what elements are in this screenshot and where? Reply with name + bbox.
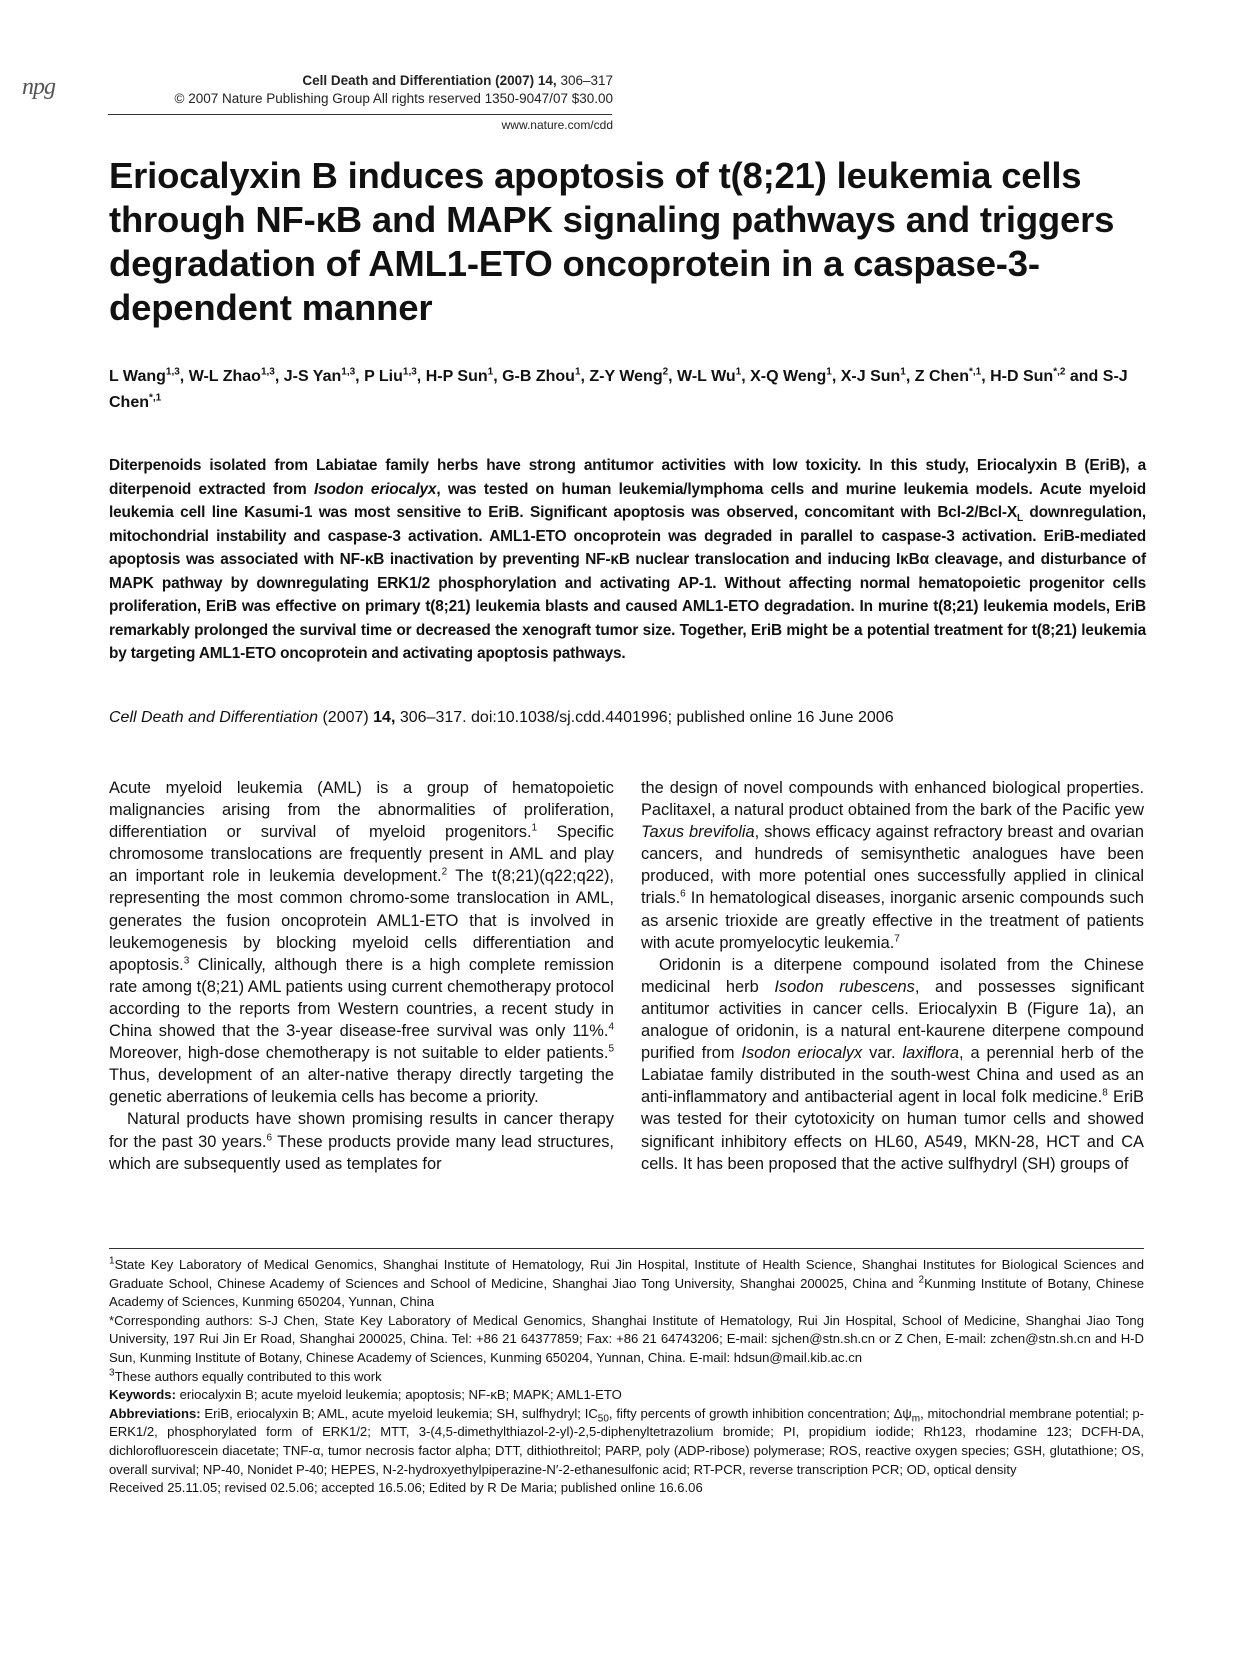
received-dates: Received 25.11.05; revised 02.5.06; accepted 16.5.06; Edited by R De Maria; published online 16.6.06 (109, 1480, 703, 1496)
author-name: X-J Sun (840, 368, 901, 385)
abstract (109, 454, 1146, 666)
reference-marker[interactable]: 3 (183, 955, 190, 967)
author-name: X-Q Weng (750, 368, 827, 385)
equal-contribution: $^3$These authors equally contributed to this work (109, 1367, 382, 1384)
abbreviations: Abbreviations: EriB, eriocalyxin B; AML, acute myeloid leukemia; SH, sulfhydryl; $IC_{50}$, fifty percents of growth inhibition concentration; $\Delta\psi_m$, mitochondrial membrane potential; p-ERK1/2, phosphorylated form of ERK1/2; MTT, 3-(4,5-dimethylthiazol-2-yl)-2,5-diphenyltetrazolium bromide; PI, propidium iodide; Rh123, rhodamine 123; DCFH-DA, dichlorofluorescein diacetate; TNF-α, tumor necrosis factor alpha; DTT, dithiothreitol; PARP, poly (ADP-ribose) polymerase; ROS, reactive oxygen species; GSH, glutathione; OS, overall survival; NP-40, Nonidet P-40; HEPES, N-2-hydroxyethylpiperazine-N′-2-ethanesulfonic acid; RT-PCR, reverse transcription PCR; OD, optical density (109, 1405, 1145, 1477)
species-name: laxiflora (902, 1044, 959, 1063)
author-affiliation: 1 (826, 366, 832, 378)
author-name: W-L Wu (677, 368, 736, 385)
reference-marker[interactable]: 7 (894, 933, 900, 945)
author-name: G-B Zhou (502, 368, 575, 385)
author-name: Z Chen (914, 368, 969, 385)
citation-journal: Cell Death and Differentiation (109, 709, 319, 726)
journal-pages: 306–317 (560, 73, 613, 88)
citation-volume: 14, (373, 709, 396, 726)
author-affiliation: *,1 (968, 366, 982, 378)
author-name: S-J Chen (109, 368, 1128, 411)
affiliations: $^1$State Key Laboratory of Medical Genomics, Shanghai Institute of Hematology, Rui Jin Hospital, Institute of Health Science, Shanghai Institutes for Biological Sciences and Graduate School, Chinese Academy of Sciences and School of Medicine, Shanghai Jiao Tong University, Shanghai 200025, China and $^2$Kunming Institute of Botany, Chinese Academy of Sciences, Kunming 650204, Yunnan, China (109, 1255, 1144, 1310)
body-column-right (641, 777, 1144, 1175)
body-paragraph: Acute myeloid leukemia (AML) is a group of hematopoietic malignancies arising from the abnormalities of proliferation, differentiation or survival of myeloid progenitors.$^1$ Specific chromosome translocations are frequently present in AML and play an important role in leukemia development.$^2$ The t(8;21)(q22;q22), representing the most common chromo-some translocation in AML, generates the fusion oncoprotein AML1-ETO that is involved in leukemogenesis by blocking myeloid cells differentiation and apoptosis.$^3$ Clinically, although there is a high complete remission rate among t(8;21) AML patients using current chemotherapy protocol according to the reports from Western countries, a recent study in China showed that the 3-year disease-free survival was only 11%.$^4$ Moreover, high-dose chemotherapy is not suitable to elder patients.$^5$ Thus, development of an alter-native therapy directly targeting the genetic aberrations of leukemia cells has become a priority. (109, 779, 614, 1107)
corresponding-authors: *Corresponding authors: S-J Chen, State Key Laboratory of Medical Genomics, Shanghai Institute of Hematology, Rui Jin Hospital, School of Medicine, Shanghai Jiao Tong University, 197 Rui Jin Er Road, Shanghai 200025, China. Tel: +86 21 64377859; Fax: +86 21 64743206; E-mail: sjchen@stn.sh.cn or Z Chen, E-mail: zchen@stn.sh.cn and H-D Sun, Kunming Institute of Botany, Chinese Academy of Sciences, Kunming 650204, Yunnan, China. E-mail: hdsun@mail.kib.ac.cn (109, 1312, 1144, 1365)
author-affiliation: 1 (487, 366, 494, 378)
species-name: Isodon rubescens (774, 977, 915, 996)
author-name: Z-Y Weng (589, 368, 663, 385)
citation-doi: 306–317. doi:10.1038/sj.cdd.4401996; published online 16 June 2006 (395, 709, 894, 726)
author-name: W-L Zhao (188, 368, 261, 385)
author-affiliation: *,1 (149, 392, 162, 404)
author-affiliation: *,2 (1053, 366, 1066, 378)
citation-line (109, 707, 1146, 729)
author-affiliation: 1 (900, 366, 906, 378)
body-paragraph: Natural products have shown promising results in cancer therapy for the past 30 years.$^6$ These products provide many lead structures, which are subsequently used as templates for (109, 1110, 614, 1173)
reference-marker[interactable]: 6 (266, 1132, 272, 1144)
author-affiliation: 2 (662, 366, 669, 378)
citation-year: (2007) (318, 709, 374, 726)
author-affiliation: 1,3 (165, 366, 180, 378)
body-column-left (109, 777, 614, 1175)
abstract-text: downregulation, mitochondrial instability and caspase-3 activation. AML1-ETO oncoprotein was degraded in parallel to caspase-3 activation. EriB-mediated apoptosis was associated with NF-κB inactivation by preventing NF-κB nuclear translocation and inducing IκBα cleavage, and disturbance of MAPK pathway by downregulating ERK1/2 phosphorylation and activating AP-1. Without affecting normal hematopoietic progenitor cells proliferation, EriB was effective on primary t(8;21) leukemia blasts and caused AML1-ETO degradation. In murine t(8;21) leukemia models, EriB remarkably prolonged the survival time or decreased the xenograft tumor size. Together, EriB might be a potential treatment for t(8;21) leukemia by targeting AML1-ETO oncoprotein and activating apoptosis pathways. (109, 504, 1146, 662)
author-affiliation: 1 (735, 366, 742, 378)
author-name: H-P Sun (425, 368, 488, 385)
copyright-line: © 2007 Nature Publishing Group All rights reserved 1350-9047/07 $30.00 (174, 91, 613, 106)
abbreviations-label: Abbreviations: (109, 1405, 201, 1421)
subscript: L (1016, 513, 1023, 525)
body-paragraph: the design of novel compounds with enhanced biological properties. Paclitaxel, a natural product obtained from the bark of the Pacific yew Taxus brevifolia, shows efficacy against refractory breast and ovarian cancers, and hundreds of semisynthetic analogues have been produced, with more potential ones successfully applied in clinical trials.$^6$ In hematological diseases, inorganic arsenic compounds such as arsenic trioxide are greatly effective in the treatment of patients with acute promyelocytic leukemia.$^7$ (641, 779, 1144, 952)
author-name: L Wang (109, 368, 166, 385)
reference-marker[interactable]: 6 (680, 889, 686, 900)
keywords-label: Keywords: (109, 1387, 176, 1403)
author-affiliation: 1,3 (260, 366, 275, 378)
author-list: L Wang$^{1,3}$, W-L Zhao$^{1,3}$, J-S Yan$^{1,3}$, P Liu$^{1,3}$, H-P Sun$^1$, G-B Zhou$^1$, Z-Y Weng$^2$, W-L Wu$^1$, X-Q Weng$^1$, X-J Sun$^1$, Z Chen$^{*,1}$, H-D Sun$^{*,2}$ and S-J Chen$^{*,1}$ (109, 366, 1128, 411)
npg-logo: npg (22, 74, 55, 100)
reference-marker[interactable]: 4 (608, 1021, 614, 1033)
author-affiliation: 1,3 (402, 366, 417, 378)
reference-marker[interactable]: 8 (1102, 1087, 1108, 1099)
abstract-text: , was tested on human leukemia/lymphoma cells and murine leukemia models. Acute myeloid leukemia cell line Kasumi-1 was most sensitive to EriB. Significant apoptosis was observed, concomitant with Bcl-2/Bcl-X (109, 480, 1146, 521)
footnote-divider (109, 1248, 1144, 1249)
header-divider (108, 114, 612, 115)
article-title: Eriocalyxin B induces apoptosis of t(8;21) leukemia cells through NF-κB and MAPK signaling pathways and triggers degradation of AML1-ETO oncoprotein in a caspase-3-dependent manner (109, 155, 1115, 328)
journal-line: Cell Death and Differentiation (2007) 14, (302, 73, 557, 88)
author-name: H-D Sun (990, 368, 1054, 385)
reference-marker[interactable]: 1 (531, 822, 538, 834)
keywords: Keywords: eriocalyxin B; acute myeloid leukemia; apoptosis; NF-κB; MAPK; AML1-ETO (109, 1387, 622, 1403)
species-name: Taxus brevifolia (641, 823, 755, 842)
species-name: Isodon eriocalyx (741, 1044, 863, 1063)
author-affiliation: 1 (574, 366, 581, 378)
journal-header (175, 72, 613, 108)
abstract-species: Isodon eriocalyx (313, 480, 437, 498)
body-paragraph: Oridonin is a diterpene compound isolated from the Chinese medicinal herb Isodon rubescens, and possesses significant antitumor activities in cancer cells. Eriocalyxin B (Figure 1a), an analogue of oridonin, is a natural ent-kaurene diterpene compound purified from Isodon eriocalyx var. laxiflora, a perennial herb of the Labiatae family distributed in the south-west China and used as an anti-inflammatory and antibacterial agent in local folk medicine.$^8$ EriB was tested for their cytotoxicity on human tumor cells and showed significant inhibitory effects on HL60, A549, MKN-28, HCT and CA cells. It has been proposed that the active sulfhydryl (SH) groups of (641, 955, 1145, 1173)
journal-url[interactable]: www.nature.com/cdd (501, 118, 613, 132)
reference-marker[interactable]: 2 (441, 866, 448, 878)
author-name: J-S Yan (283, 368, 342, 385)
abstract-text: Diterpenoids isolated from Labiatae family herbs have strong antitumor activities with low toxicity. In this study, Eriocalyxin B (EriB), a diterpenoid extracted from (109, 457, 1146, 498)
author-affiliation: 1,3 (341, 366, 356, 378)
author-name: P Liu (364, 368, 403, 385)
reference-marker[interactable]: 5 (608, 1043, 614, 1055)
footnotes (109, 1256, 1144, 1498)
